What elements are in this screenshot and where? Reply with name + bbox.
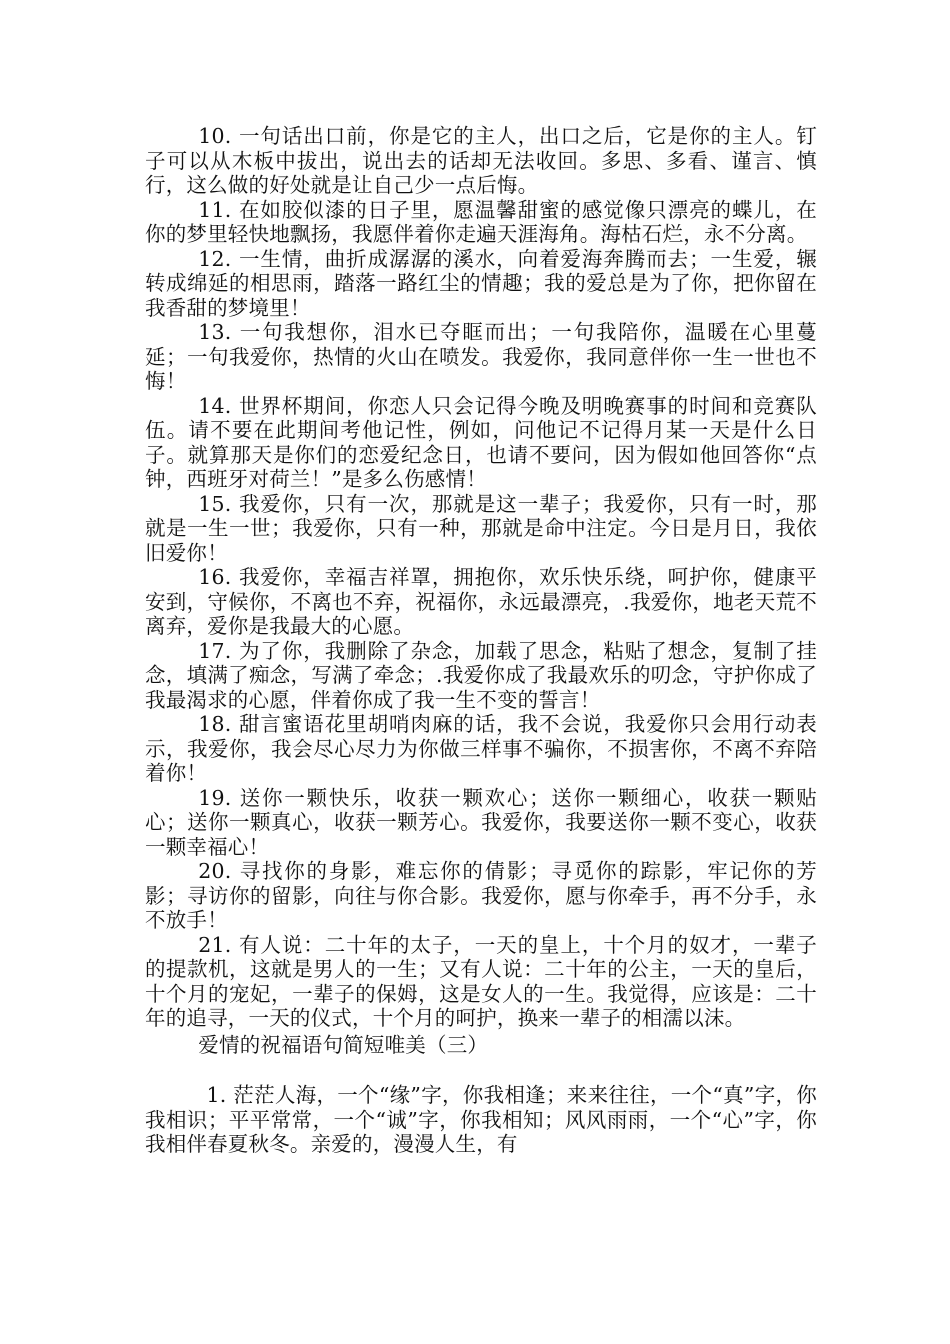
paragraph-14: 14. 世界杯期间，你恋人只会记得今晚及明晚赛事的时间和竞赛队伍。请不要在此期间考他记性，例如，问他记不记得月某一天是什么日子。就算那天是你们的恋爱纪念日，也请不要问，因为假如他回答你“点钟，西班牙对荷兰！”是多么伤感情！ [145,393,817,491]
document-body [145,124,817,1157]
paragraph-12: 12. 一生情，曲折成潺潺的溪水，向着爱海奔腾而去；一生爱，辗转成绵延的相思雨，踏落一路红尘的情趣；我的爱总是为了你，把你留在我香甜的梦境里！ [145,246,817,320]
paragraph-11: 11. 在如胶似漆的日子里，愿温馨甜蜜的感觉像只漂亮的蝶儿，在你的梦里轻快地飘扬，我愿伴着你走遍天涯海角。海枯石烂，永不分离。 [145,197,817,246]
paragraph-20: 20. 寻找你的身影，难忘你的倩影；寻觅你的踪影，牢记你的芳影；寻访你的留影，向往与你合影。我爱你，愿与你牵手，再不分手，永不放手！ [145,859,817,932]
section-spacer [145,1057,817,1083]
paragraph-19: 19. 送你一颗快乐，收获一颗欢心；送你一颗细心，收获一颗贴心；送你一颗真心，收获一颗芳心。我爱你，我要送你一颗不变心，收获一颗幸福心！ [145,785,817,859]
paragraph-1: 1. 茫茫人海，一个“缘”字，你我相逢；来来往往，一个“真”字，你我相识；平平常常，一个“诚”字，你我相知；风风雨雨，一个“心”字，你我相伴春夏秋冬。亲爱的，漫漫人生，有 [145,1083,817,1156]
paragraph-13: 13. 一句我想你，泪水已夺眶而出；一句我陪你，温暖在心里蔓延；一句我爱你，热情的火山在喷发。我爱你，我同意伴你一生一世也不悔！ [145,320,817,393]
paragraph-17: 17. 为了你，我删除了杂念，加载了思念，粘贴了想念，复制了挂念，填满了痴念，写满了牵念；.我爱你成了我最欢乐的叨念，守护你成了我最渴求的心愿，伴着你成了我一生不变的誓言！ [145,638,817,712]
section-title: 爱情的祝福语句简短唯美（三） [198,1032,489,1057]
paragraph-16: 16. 我爱你，幸福吉祥罩，拥抱你，欢乐快乐绕，呵护你，健康平安到，守候你，不离也不弃，祝福你，永远最漂亮，.我爱你，地老天荒不离弃，爱你是我最大的心愿。 [145,565,817,638]
paragraph-10: 10. 一句话出口前，你是它的主人，出口之后，它是你的主人。钉子可以从木板中拔出，说出去的话却无法收回。多思、多看、谨言、慎行，这么做的好处就是让自己少一点后悔。 [145,124,817,197]
paragraph-18: 18. 甜言蜜语花里胡哨肉麻的话，我不会说，我爱你只会用行动表示，我爱你，我会尽心尽力为你做三样事不骗你，不损害你，不离不弃陪着你！ [145,712,817,785]
paragraph-21: 21. 有人说：二十年的太子，一天的皇上，十个月的奴才，一辈子的提款机，这就是男人的一生；又有人说：二十年的公主，一天的皇后，十个月的宠妃，一辈子的保姆，这是女人的一生。我觉得，应该是：二十年的追寻，一天的仪式，十个月的呵护，换来一辈子的相濡以沫。 [145,932,817,1030]
paragraph-15: 15. 我爱你，只有一次，那就是这一辈子；我爱你，只有一时，那就是一生一世；我爱你，只有一种，那就是命中注定。今日是月日，我依旧爱你！ [145,491,817,565]
